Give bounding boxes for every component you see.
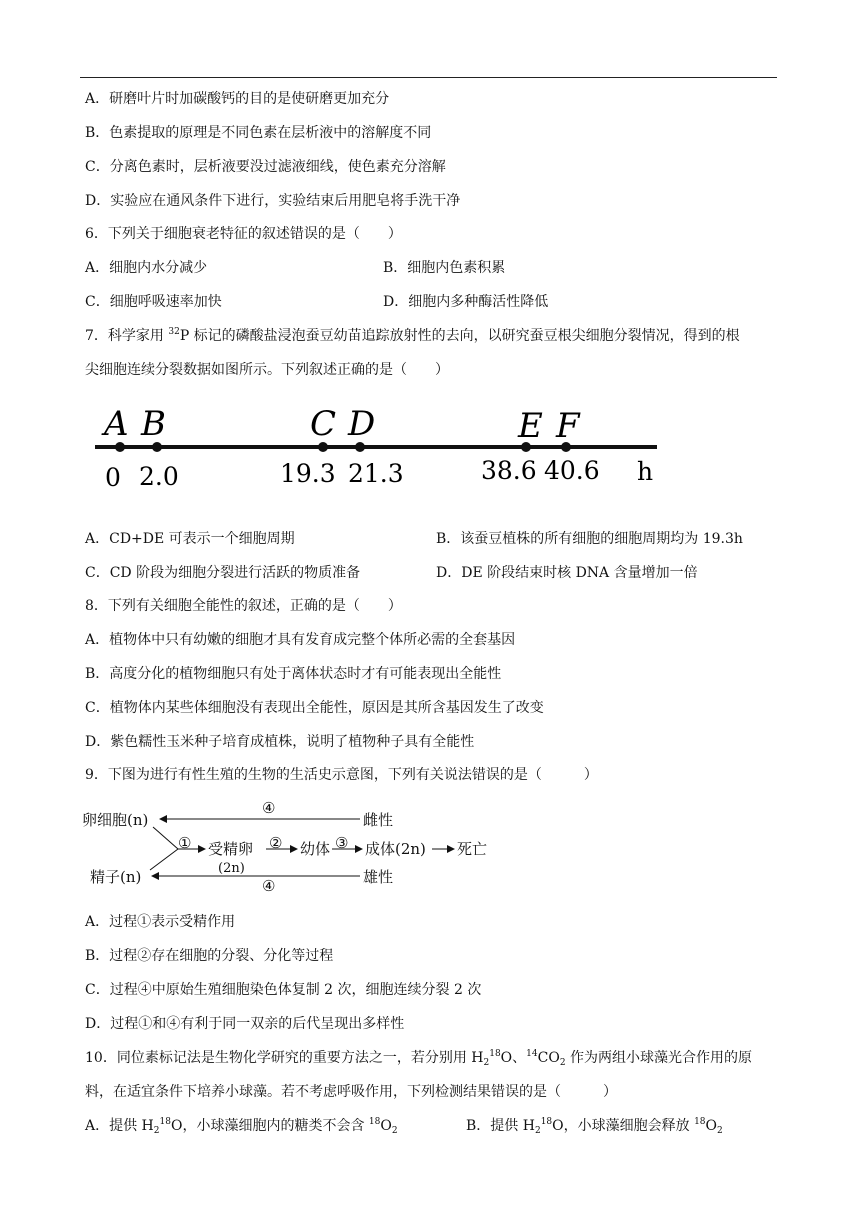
q7-stem: 7．科学家用 $^{32}$P 标记的磷酸盐浸泡蚕豆幼苗追踪放射性的去向，以研究蚕豆根尖细胞分裂情况，得到的根 <box>85 327 740 344</box>
q7-option-a: A．CD+DE 可表示一个细胞周期 <box>85 531 295 547</box>
timeline-letter-b: B <box>141 404 166 444</box>
q8-option-a: A．植物体中只有幼嫩的细胞才具有发育成完整个体所必需的全套基因 <box>85 632 516 648</box>
q6-option-d: D．细胞内多种酶活性降低 <box>383 294 549 310</box>
q9-stem: 9．下图为进行有性生殖的生物的生活史示意图，下列有关说法错误的是（ ） <box>85 767 598 783</box>
q8-option-b: B．高度分化的植物细胞只有处于离体状态时才有可能表现出全能性 <box>85 666 502 682</box>
q8-option-c: C．植物体内某些体细胞没有表现出全能性，原因是其所含基因发生了改变 <box>85 700 544 716</box>
q8-stem: 8．下列有关细胞全能性的叙述，正确的是（ ） <box>85 598 402 614</box>
q9-option-d: D．过程①和④有利于同一双亲的后代呈现出多样性 <box>85 1016 405 1032</box>
zygote-ploidy: (2n) <box>218 861 245 876</box>
sperm-label: 精子(n) <box>90 868 142 886</box>
male-label: 雄性 <box>363 868 394 886</box>
q5-option-a: A．研磨叶片时加碳酸钙的目的是使研磨更加充分 <box>85 91 390 107</box>
timeline-letter-e: E <box>518 406 543 446</box>
cell-cycle-timeline <box>90 398 670 498</box>
timeline-unit: h <box>637 457 654 486</box>
egg-merge-line <box>153 827 178 849</box>
juvenile-label: 幼体 <box>300 840 331 858</box>
timeline-value-d: 21.3 <box>348 459 404 488</box>
timeline-letter-c: C <box>310 404 337 444</box>
adult-label: 成体(2n) <box>365 840 426 858</box>
zygote-label: 受精卵 <box>208 840 254 858</box>
timeline-letter-f: F <box>556 406 580 446</box>
q6-stem: 6．下列关于细胞衰老特征的叙述错误的是（ ） <box>85 226 402 242</box>
q5-option-d: D．实验应在通风条件下进行，实验结束后用肥皂将手洗干净 <box>85 193 461 209</box>
sperm-merge-line <box>150 849 178 870</box>
q6-option-c: C．细胞呼吸速率加快 <box>85 294 222 310</box>
timeline-letter-d: D <box>348 404 376 444</box>
process-4-bottom: ④ <box>262 877 276 895</box>
timeline-value-b: 2.0 <box>139 462 179 491</box>
q10-option-b: B．提供 $H_2^{18}O$，小球藻细胞会释放 $^{18}O_2$ <box>466 1117 723 1136</box>
q5-option-b: B．色素提取的原理是不同色素在层析液中的溶解度不同 <box>85 125 432 141</box>
timeline-value-e: 38.6 <box>481 456 537 485</box>
q6-option-b: B．细胞内色素积累 <box>383 260 506 276</box>
q10-stem-line2: 料，在适宜条件下培养小球藻。若不考虑呼吸作用，下列检测结果错误的是（ ） <box>85 1084 617 1100</box>
q8-option-d: D．紫色糯性玉米种子培育成植株，说明了植物种子具有全能性 <box>85 734 475 750</box>
process-1: ① <box>178 834 192 852</box>
q7-option-b: B．该蚕豆植株的所有细胞的细胞周期均为 19.3h <box>436 531 743 547</box>
death-label: 死亡 <box>457 840 488 858</box>
timeline-value-f: 40.6 <box>544 456 600 485</box>
female-label: 雌性 <box>363 811 394 829</box>
q7-option-d: D．DE 阶段结束时核 DNA 含量增加一倍 <box>436 565 698 581</box>
life-cycle-diagram <box>80 796 510 896</box>
q9-option-b: B．过程②存在细胞的分裂、分化等过程 <box>85 948 334 964</box>
q7-stem-line2: 尖细胞连续分裂数据如图所示。下列叙述正确的是（ ） <box>85 362 449 378</box>
process-3: ③ <box>335 834 349 852</box>
timeline-value-c: 19.3 <box>280 459 336 488</box>
timeline-letter-a: A <box>104 404 129 444</box>
process-2: ② <box>269 834 283 852</box>
egg-label: 卵细胞(n) <box>82 811 149 829</box>
q10-option-a: A．提供 $H_2^{18}O$，小球藻细胞内的糖类不会含 $^{18}O_2$ <box>85 1117 398 1136</box>
q9-option-c: C．过程④中原始生殖细胞染色体复制 2 次，细胞连续分裂 2 次 <box>85 982 482 998</box>
timeline-value-a: 0 <box>105 463 121 492</box>
q10-stem: 10．同位素标记法是生物化学研究的重要方法之一，若分别用 $H_2^{18}O$、$^{14}CO_2$ 作为两组小球藻光合作用的原 <box>85 1049 752 1068</box>
q7-option-c: C．CD 阶段为细胞分裂进行活跃的物质准备 <box>85 565 361 581</box>
q6-option-a: A．细胞内水分减少 <box>85 260 208 276</box>
process-4-top: ④ <box>262 799 276 817</box>
q9-option-a: A．过程①表示受精作用 <box>85 914 236 930</box>
header-rule <box>80 77 777 78</box>
q5-option-c: C．分离色素时，层析液要没过滤液细线，使色素充分溶解 <box>85 159 446 175</box>
